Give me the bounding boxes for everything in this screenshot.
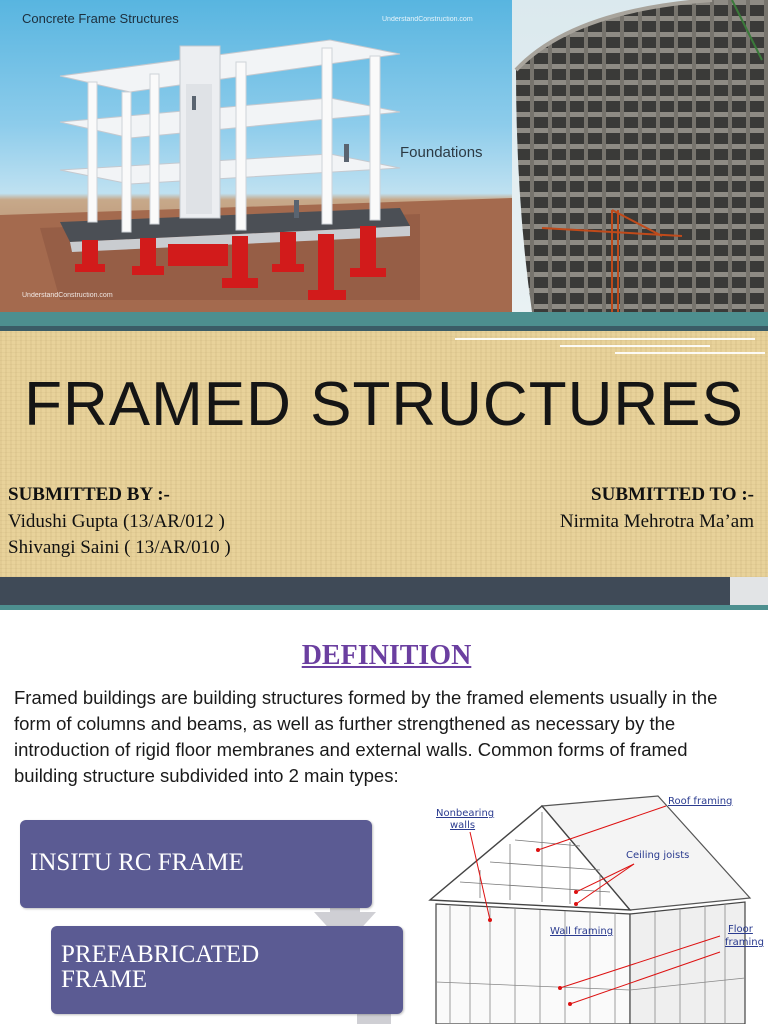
house-framing-diagram [420, 792, 768, 1024]
insitu-frame-label: INSITU RC FRAME [30, 849, 244, 876]
definition-paragraph: Framed buildings are building structures formed by the framed elements usually in the form of columns and beams, as well as further strengthened as necessary by the introduction of rigid floor membranes and external walls. Common forms of framed building structure subdivided into 2 main types: [14, 687, 718, 786]
ceiling-joists-label: Ceiling joists [626, 850, 690, 861]
floor-framing-label: framing [725, 937, 764, 948]
presentation-title: FRAMED STRUCTURES [24, 370, 744, 439]
dark-band-bottom [0, 577, 768, 605]
insitu-frame-box [20, 820, 372, 908]
prefab-frame-label: PREFABRICATED FRAME [61, 941, 260, 993]
white-rule [560, 345, 710, 347]
teal-band-top [0, 312, 768, 326]
submitted-by-heading: SUBMITTED BY :- [8, 484, 170, 505]
white-rule [615, 352, 765, 354]
prefab-frame-box [51, 926, 403, 1014]
foundations-callout: Foundations [400, 144, 483, 161]
submitter-name: Vidushi Gupta (13/AR/012 ) [8, 511, 225, 532]
watermark-top: UnderstandConstruction.com [382, 16, 473, 23]
concrete-frame-illustration [0, 0, 512, 312]
roof-framing-label: Roof framing [668, 796, 733, 807]
highrise-frame-graphic [512, 0, 768, 312]
definition-slide [0, 610, 768, 1024]
white-rule [455, 338, 755, 340]
submitter-name: Shivangi Saini ( 13/AR/010 ) [8, 537, 231, 558]
nonbearing-walls-label: walls [450, 820, 476, 831]
watermark-bottom: UnderstandConstruction.com [22, 292, 113, 299]
definition-heading: DEFINITION [301, 640, 472, 671]
nonbearing-walls-label: Nonbearing [436, 808, 495, 819]
submitted-to-heading: SUBMITTED TO :- [591, 484, 754, 505]
band-accent [730, 577, 768, 605]
photo-caption: Concrete Frame Structures [22, 11, 179, 26]
highrise-photo [512, 0, 768, 312]
recipient-name: Nirmita Mehrotra Ma’am [559, 511, 754, 532]
wall-framing-label: Wall framing [550, 926, 614, 937]
floor-framing-label: Floor [728, 924, 753, 935]
